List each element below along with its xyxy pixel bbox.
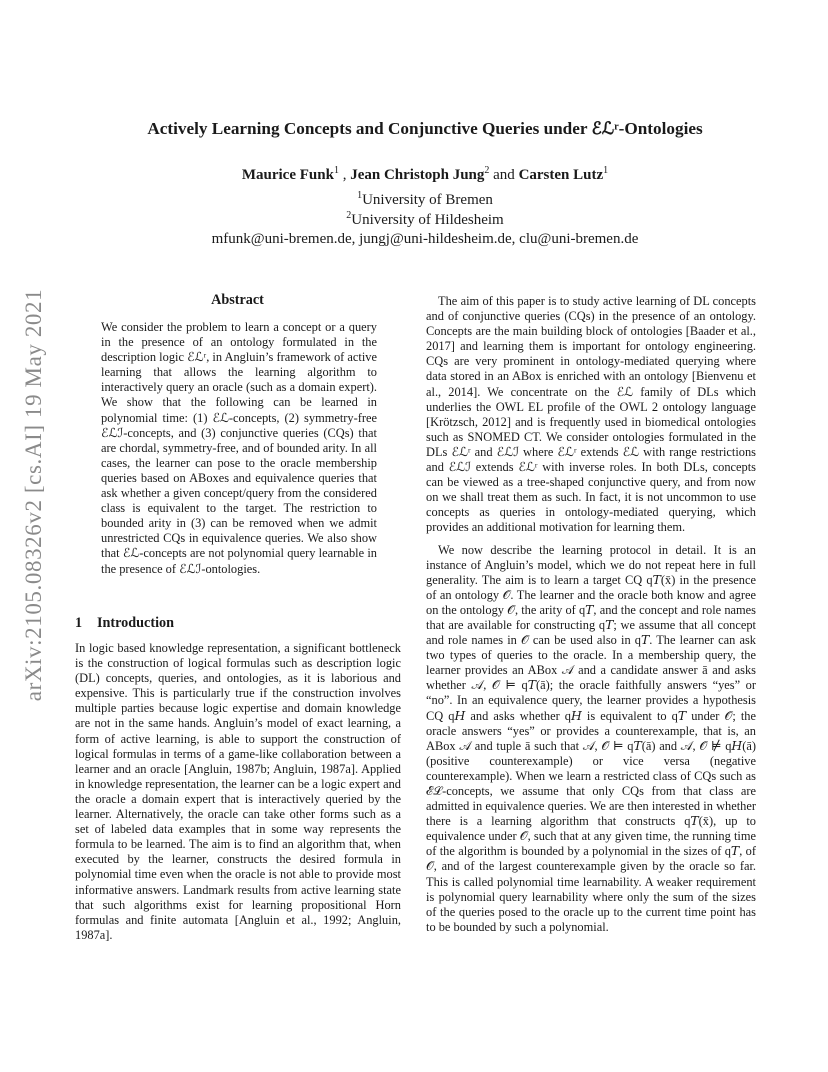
affiliation-name: University of Bremen xyxy=(362,192,493,208)
section-heading xyxy=(75,615,174,632)
author-affiliation-mark: 1 xyxy=(603,165,609,176)
arxiv-sidebar xyxy=(12,285,56,705)
affiliation-mark: 2 xyxy=(346,210,352,221)
arxiv-identifier: arXiv:2105.08326v2 [cs.AI] 19 May 2021 xyxy=(21,288,46,702)
affiliation-name: University of Hildesheim xyxy=(351,212,504,228)
section-title: Introduction xyxy=(97,615,174,631)
author-separator: , xyxy=(338,167,351,183)
author-list xyxy=(60,165,790,184)
author-separator: and xyxy=(489,167,519,183)
author-affiliation-mark: 2 xyxy=(484,165,490,176)
author-name: Maurice Funk xyxy=(241,167,334,183)
right-column xyxy=(426,294,756,935)
author-affiliation-mark: 1 xyxy=(333,165,339,176)
affiliation-mark: 1 xyxy=(357,190,363,201)
abstract-body xyxy=(101,320,377,577)
abstract-text: We consider the problem to learn a concept or a query in the presence of an ontology formulated in the description logic ℰℒʳ, in Angluin’s framework of active learning that allows the learning algorithm to interactively query an oracle (such as a domain expert). We show that the following can be learned in polynomial time: (1) ℰℒ-concepts, (2) symmetry-free ℰℒℐ-concepts, and (3) conjunctive queries (CQs) that are chordal, symmetry-free, and of bounded arity. In all cases, the learner can pose to the oracle membership queries based on ABoxes and equivalence queries that ask whether a given concept/query from the considered class is equivalent to the target. The restriction to bounded arity in (3) can be removed when we admit unrestricted CQs in equivalence queries. We also show that ℰℒ-concepts are not polynomial query learnable in the presence of ℰℒℐ-ontologies. xyxy=(101,320,377,576)
author-name: Jean Christoph Jung xyxy=(350,167,485,183)
author-emails: mfunk@uni-bremen.de, jungj@uni-hildesheim.de, clu@uni-bremen.de xyxy=(211,231,639,247)
paper-title: Actively Learning Concepts and Conjunctive Queries under ℰℒʳ-Ontologies xyxy=(147,119,703,138)
abstract-heading: Abstract xyxy=(211,292,264,308)
section-number: 1 xyxy=(75,615,83,631)
introduction-body xyxy=(75,641,401,943)
paragraph: In logic based knowledge representation, a significant bottleneck is the construction of logical formulas such as description logic (DL) concepts, queries, and ontologies, as it is laborious and expensive. This is particularly true if the construction involves multiple parties because logic expertise and domain knowledge are not in the same hands. Angluin’s model of exact learning, a form of active learning, is able to support the construction of logical formulas in terms of a game-like collaboration between a learner and an oracle [Angluin, 1987b; Angluin, 1987a]. Applied in knowledge representation, the learner can be a logic expert and the oracle a domain expert that is interactively queried by the learner. Alternatively, the oracle can take other forms such as a set of labeled data examples that in some way represents the formula to be learned. The aim is to find an algorithm that, when executed by the learner, constructs the desired formula in polynomial time even when the oracle is not able to provide most informative answers. Landmark results from active learning state that such algorithms exist for learning propositional Horn formulas and finite automata [Angluin et al., 1992; Angluin, 1987a]. xyxy=(75,641,401,942)
author-name: Carsten Lutz xyxy=(518,167,604,183)
affiliation xyxy=(60,210,790,229)
affiliation xyxy=(60,190,790,209)
paragraph: We now describe the learning protocol in detail. It is an instance of Angluin’s model, which we do not repeat here in full generality. The aim is to learn a target CQ q𝑇(x̄) in the presence of an ontology 𝒪. The learner and the oracle both know and agree on the ontology 𝒪, the arity of q𝑇, and the concept and role names that are available for constructing q𝑇; we assume that all concept and role names in 𝒪 can be used also in q𝑇. The learner can ask two types of queries to the oracle. In a membership query, the learner provides an ABox 𝒜 and a candidate answer ā and asks whether 𝒜, 𝒪 ⊨ q𝑇(ā); the oracle faithfully answers “yes” or “no”. In an equivalence query, the learner provides a hypothesis CQ q𝐻 and asks whether q𝐻 is equivalent to q𝑇 under 𝒪; the oracle answers “yes” or provides a counterexample, that is, an ABox 𝒜 and tuple ā such that 𝒜, 𝒪 ⊨ q𝑇(ā) and 𝒜, 𝒪 ⊭ q𝐻(ā) (positive counterexample) or vice versa (negative counterexample). When we learn a restricted class of CQs such as ℰℒ-concepts, we assume that only CQs from that class are admitted in equivalence queries. We are then interested in whether there is a learning algorithm that constructs q𝑇(x̄), up to equivalence under 𝒪, such that at any given time, the running time of the algorithm is bounded by a polynomial in the sizes of q𝑇, of 𝒪, and of the largest counterexample given by the oracle so far. This is called polynomial time learnability. A weaker requirement is polynomial query learnability where only the sum of the sizes of the queries posed to the oracle up to the current time point has to be bounded by such a polynomial. xyxy=(426,542,756,934)
paragraph: The aim of this paper is to study active learning of DL concepts and of conjunctive queries (CQs) in the presence of an ontology. Concepts are the main building block of ontologies [Baader et al., 2017] and learning them is important for ontology engineering. CQs are very prominent in ontology-mediated querying where data stored in an ABox is enriched with an ontology [Bienvenu et al., 2014]. We concentrate on the ℰℒ family of DLs which underlies the OWL EL profile of the OWL 2 ontology language [Krötzsch, 2012] and is frequently used in biomedical ontologies such as SNOMED CT. We consider ontologies formulated in the DLs ℰℒʳ and ℰℒℐ where ℰℒʳ extends ℰℒ with range restrictions and ℰℒℐ extends ℰℒʳ with inverse roles. In both DLs, concepts can be viewed as a tree-shaped conjunctive query, and from now on we shall treat them as such. In fact, it is not uncommon to use concepts as queries in ontology-mediated querying, which provides an additional motivation for learning them. xyxy=(426,294,756,535)
